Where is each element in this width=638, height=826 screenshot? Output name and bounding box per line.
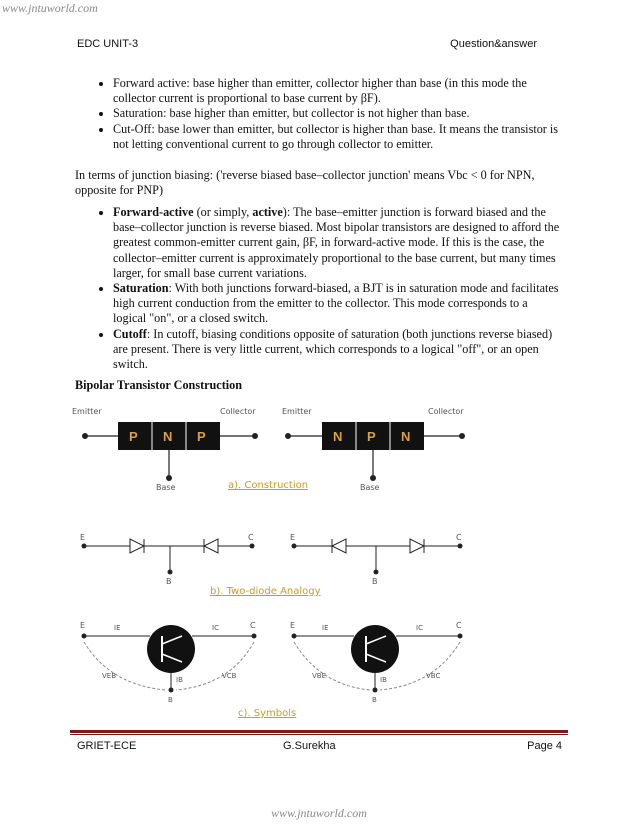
label-e: E [80,533,86,542]
caption-symbols: c). Symbols [238,708,297,719]
label-b: B [372,577,378,586]
pnp-p2: P [197,429,206,444]
list-item: • Cut-Off: base lower than emitter, but collector is higher than base. It means the transistor is not letting conventional current to go through collector to emitter. [113,122,563,152]
header-right: Question&answer [450,38,537,50]
footer-page: Page 4 [527,740,562,752]
pnp-n: N [163,429,173,444]
label-vcb: VCB [222,672,237,680]
label-vbc: VBC [426,672,441,680]
term: Saturation [113,281,169,296]
biasing-list [75,205,563,372]
list-item [113,281,563,327]
watermark-bottom: www.jntuworld.com [271,806,367,820]
npn-symbol [290,621,463,704]
npn-block [285,422,465,481]
label-c: C [456,533,462,542]
label-collector-pnp: Collector [220,407,256,416]
item-text: ): The base–emitter junction is forward biased and the base–collector junction is reverse biased. Most bipolar transistors are designed to afford the greatest common-emitter current gain, βF, in forward-active mode. If this is the case, the collector–emitter current is approximately proportional to the base current, but many times larger, for small base current variations. [113,205,560,280]
label-e: E [290,533,296,542]
paragraph [75,168,563,198]
term: Forward-active [113,205,194,219]
label-base-pnp: Base [156,483,176,492]
term: active [252,205,283,219]
header-left: EDC UNIT-3 [77,38,139,50]
paragraph-text: In terms of junction biasing: ('reverse biased base–collector junction' means Vbc < 0 for NPN, opposite for PNP) [75,168,535,198]
list-item: • Forward active: base higher than emitter, collector higher than base (in this mode the collector current is proportional to base current by βF). [113,76,563,106]
label-e: E [80,621,86,630]
caption-two-diode: b). Two-diode Analogy [210,586,321,597]
label-b: B [166,577,172,586]
label-c: C [456,621,462,630]
label-ic: IC [212,624,219,632]
footer-author: G.Surekha [283,740,336,752]
npn-n1: N [333,429,343,444]
item-text: : With both junctions forward-biased, a BJT is in saturation mode and facilitates high current conduction from the emitter to the collector. This mode corresponds to a logical "on", or a closed switch. [113,281,559,326]
term: Cutoff [113,326,147,341]
npn-n2: N [401,429,411,444]
label-b: B [372,696,377,704]
label-c: C [250,621,256,630]
bjt-figure [70,400,490,720]
footer-left: GRIET-ECE [77,740,137,752]
label-e: E [290,621,296,630]
watermark-top: www.jntuworld.com [2,1,98,15]
label-base-npn: Base [360,483,380,492]
two-diode-pnp [80,533,255,586]
label-ie: IE [114,624,121,632]
label-c: C [248,533,254,542]
label-emitter-pnp: Emitter [72,407,102,416]
label-b: B [168,696,173,704]
list-item: • Saturation: base higher than emitter, but collector is not higher than base. [113,106,563,121]
item-text: : In cutoff, biasing conditions opposite of saturation (both junctions reverse biased) are present. There is very little current, which corresponds to a logical "off", or an open switch. [113,326,553,372]
pnp-symbol [80,621,257,704]
label-veb: VEB [102,672,117,680]
footer-rule-thin [70,734,568,735]
pnp-block [82,422,258,481]
section-heading: Bipolar Transistor Construction [75,378,243,392]
label-emitter-npn: Emitter [282,407,312,416]
label-ib: IB [380,676,387,684]
two-diode-npn [290,533,463,586]
term-mid: (or simply, [193,205,253,219]
npn-p: P [367,429,376,444]
label-ib: IB [176,676,183,684]
mode-list [75,76,563,152]
label-ic: IC [416,624,423,632]
footer-rule [70,730,568,733]
label-ie: IE [322,624,329,632]
label-vbe: VBE [312,672,327,680]
caption-construction: a). Construction [228,480,309,491]
list-item [113,205,563,281]
pnp-p1: P [129,429,138,444]
label-collector-npn: Collector [428,407,464,416]
list-item [113,327,563,373]
